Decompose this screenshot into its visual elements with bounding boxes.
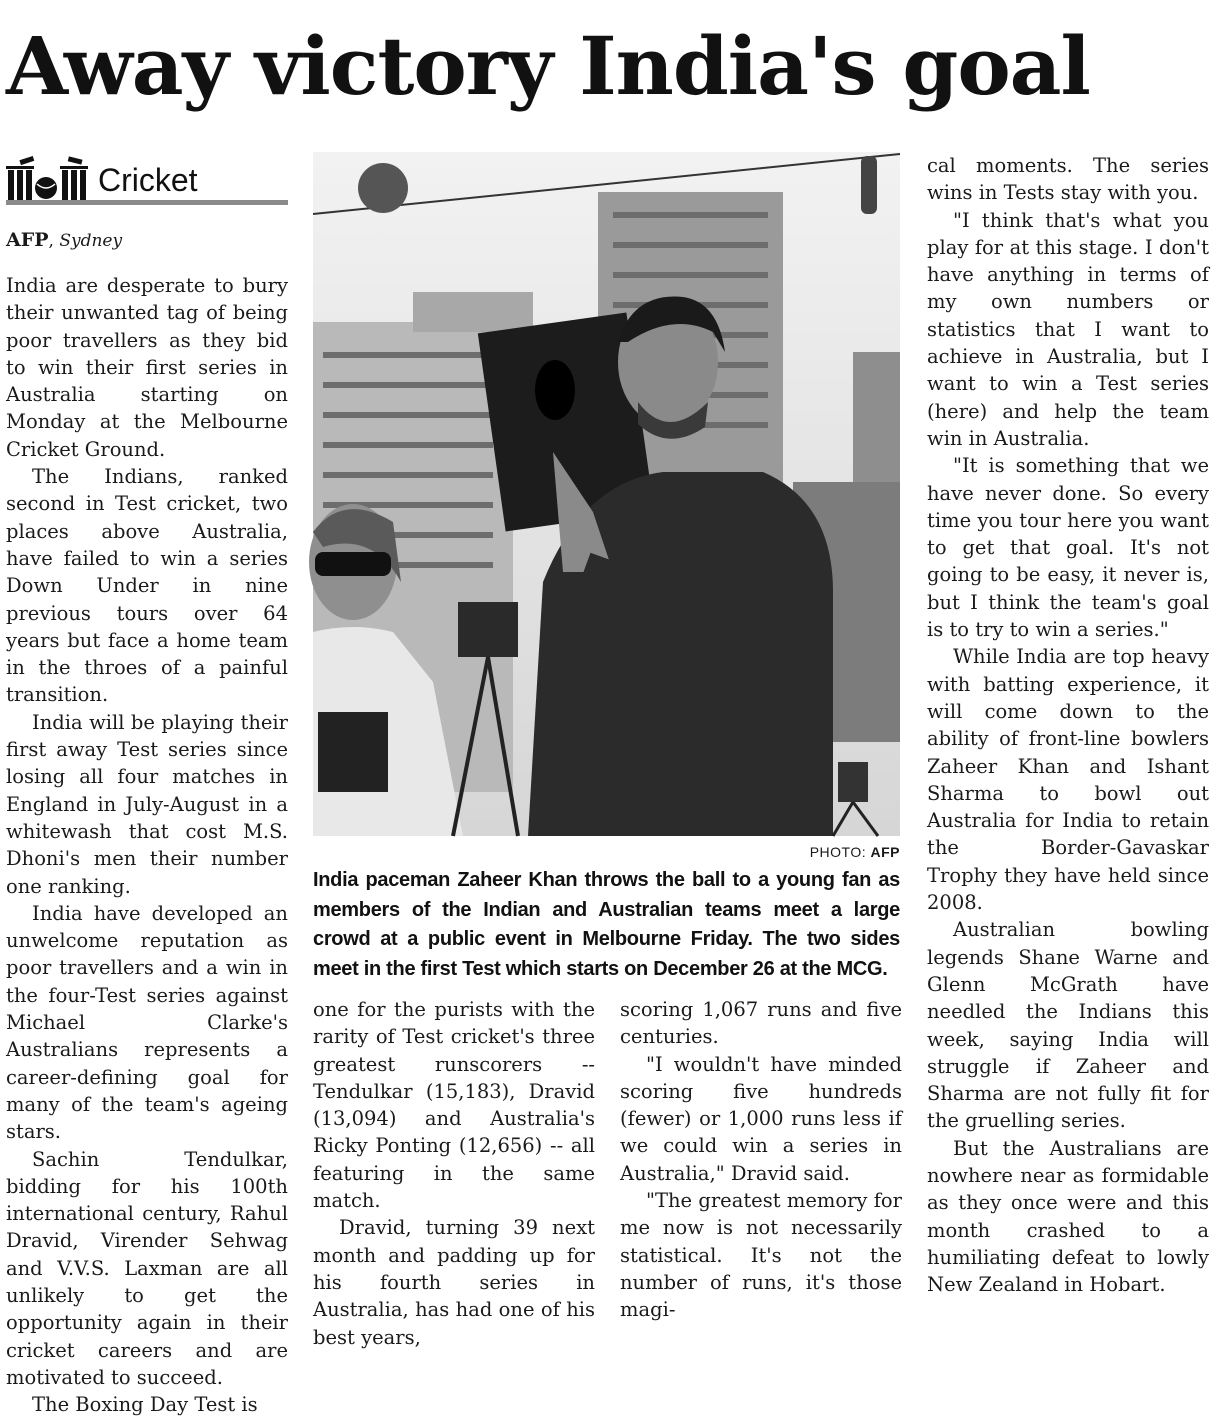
paragraph: "It is something that we have never done. So every time you tour here you want to get that goal. It's not going to be easy, it never is, but I think the team's goal is to try to win a series." bbox=[927, 454, 1209, 642]
article-column-2 bbox=[313, 996, 595, 1349]
section-tag bbox=[6, 152, 288, 208]
paragraph: India will be playing their first away Test series since losing all four matches in England in July-August in a whitewash that cost M.S. Dhoni's men their number one ranking. bbox=[6, 710, 288, 898]
section-name: Cricket bbox=[98, 162, 198, 198]
dateline-city: Sydney bbox=[59, 231, 123, 251]
headline: Away victory India's goal bbox=[6, 19, 1090, 113]
paragraph: The Indians, ranked second in Test cricket, two places above Australia, have failed to win a series Down Under in nine previous tours over 64 years but face a home team in the throes of a painful transition. bbox=[6, 465, 288, 707]
paragraph: one for the purists with the rarity of Test cricket's three greatest runscorers -- Tendulkar (15,183), Dravid (13,094) and Australia's Ricky Ponting (12,656) -- all featuring in the same match. bbox=[313, 998, 595, 1213]
paragraph: "I think that's what you play for at this stage. I don't have anything in terms of my own numbers or statistics that I want to achieve in Australia, but I want to win a Test series (here) and help the team win in Australia. bbox=[927, 208, 1209, 450]
paragraph: Sachin Tendulkar, bidding for his 100th international century, Rahul Dravid, Virender Sehwag and V.V.S. Laxman are all unlikely to get the opportunity again in their cricket careers and are motivated to succeed. bbox=[6, 1147, 288, 1389]
paragraph: cal moments. The series wins in Tests stay with you. bbox=[927, 154, 1209, 205]
paragraph: The Boxing Day Test is bbox=[32, 1393, 258, 1417]
article-column-4 bbox=[927, 152, 1209, 1302]
paragraph: "The greatest memory for me now is not necessarily statistical. It's not the number of runs, it's those magi- bbox=[620, 1189, 902, 1322]
paragraph: Australian bowling legends Shane Warne and Glenn McGrath have needled the Indians this week, saying India will struggle if Zaheer and Sharma are not fully fit for the gruelling series. bbox=[927, 918, 1209, 1133]
dateline-separator: , bbox=[48, 231, 54, 251]
article-column-1 bbox=[6, 272, 288, 1417]
dateline-agency: AFP bbox=[6, 229, 49, 251]
photo-credit-label: PHOTO: bbox=[809, 844, 867, 860]
paragraph: Dravid, turning 39 next month and padding up for his fourth series in Australia, has had one of his best years, bbox=[313, 1216, 595, 1349]
cricket-stumps-ball-icon bbox=[6, 156, 92, 202]
paragraph: India have developed an unwelcome reputation as poor travellers and a win in the four-Test series against Michael Clarke's Australians represents a career-defining goal for many of the team's ageing stars. bbox=[6, 901, 288, 1144]
paragraph: scoring 1,067 runs and five centuries. bbox=[620, 998, 902, 1049]
article-column-3 bbox=[620, 996, 902, 1322]
news-photo bbox=[313, 152, 900, 836]
paragraph: But the Australians are nowhere near as formidable as they once were and this month crashed to a humiliating defeat to lowly New Zealand in Hobart. bbox=[927, 1136, 1209, 1297]
photo-credit bbox=[313, 842, 900, 862]
photo-caption: India paceman Zaheer Khan throws the ball to a young fan as members of the Indian and Australian teams meet a large crowd at a public event in Melbourne Friday. The two sides meet in the first Test which starts on December 26 at the MCG. bbox=[313, 869, 900, 980]
paragraph: "I wouldn't have minded scoring five hundreds (fewer) or 1,000 runs less if we could win a series in Australia," Dravid said. bbox=[620, 1052, 902, 1185]
paragraph: India are desperate to bury their unwanted tag of being poor travellers as they bid to win their first series in Australia starting on Monday at the Melbourne Cricket Ground. bbox=[6, 274, 288, 461]
paragraph: While India are top heavy with batting experience, it will come down to the ability of front-line bowlers Zaheer Khan and Ishant Sharma to bowl out Australia for India to retain the Border-Gavaskar Trophy they have held since 2008. bbox=[927, 645, 1209, 915]
section-rule bbox=[6, 200, 288, 205]
dateline bbox=[6, 227, 288, 254]
photo-credit-agency: AFP bbox=[870, 844, 900, 860]
